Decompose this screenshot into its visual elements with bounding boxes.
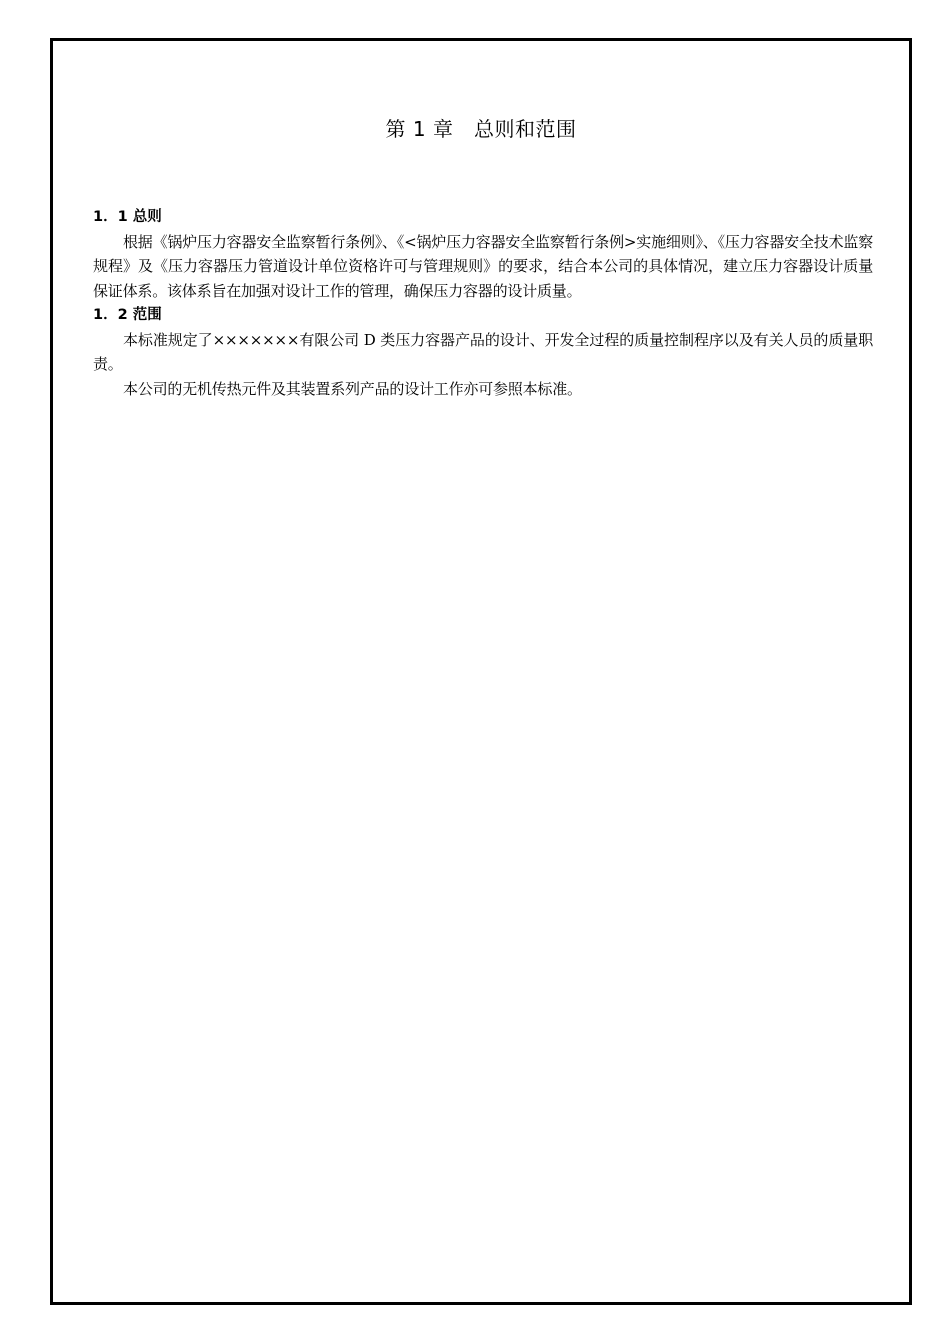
section-heading-scope: 1．2 范围 bbox=[93, 307, 162, 323]
chapter-title: 第 1 章 总则和范围 bbox=[385, 117, 577, 141]
paragraph-scope-2: 本公司的无机传热元件及其装置系列产品的设计工作亦可参照本标准。 bbox=[123, 379, 582, 398]
section-heading-general: 1．1 总则 bbox=[93, 209, 162, 225]
page-frame bbox=[50, 38, 912, 1305]
paragraph-general: 根据《锅炉压力容器安全监察暂行条例》、《<锅炉压力容器安全监察暂行条例>实施细则》、《压力容器安全技术监察规程》及《压力容器压力管道设计单位资格许可与管理规则》的要求，结合本公司的具体情况，建立压力容器设计质量保证体系。该体系旨在加强对设计工作的管理，确保压力容器的设计质量。 bbox=[93, 232, 873, 300]
document-body bbox=[93, 205, 873, 401]
paragraph-scope-1: 本标准规定了×××××××有限公司 D 类压力容器产品的设计、开发全过程的质量控制程序以及有关人员的质量职责。 bbox=[93, 330, 873, 373]
